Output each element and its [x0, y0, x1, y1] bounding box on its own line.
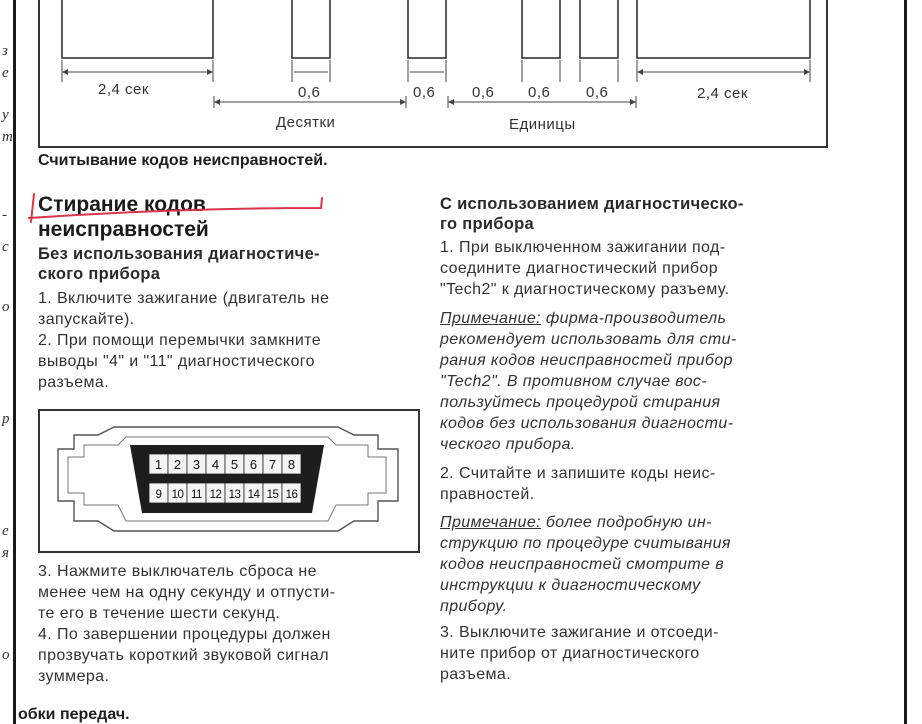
- margin-fragment: у: [2, 107, 9, 123]
- margin-fragment: е: [2, 523, 9, 539]
- connector-pin-label: 3: [192, 457, 201, 472]
- margin-fragment: р: [2, 411, 10, 427]
- timing-units-label: Единицы: [509, 116, 576, 133]
- timing-tens-label: Десятки: [276, 114, 336, 131]
- timing-short-label: 0,6: [528, 84, 551, 101]
- right-step-3: 3. Выключите зажигание и отсоеди- ните прибор от диагностического разъема.: [440, 624, 719, 683]
- timing-short-label: 0,6: [586, 84, 609, 101]
- connector-pin-label: 15: [266, 489, 279, 501]
- connector-pin-label: 2: [173, 457, 182, 472]
- margin-fragment: о: [2, 647, 10, 663]
- diagram-caption: Считывание кодов неисправностей.: [38, 152, 328, 169]
- timing-long-left-label: 2,4 сек: [98, 81, 149, 98]
- left-subheading: Без использования диагностиче- ского прибора: [38, 245, 320, 283]
- margin-fragment: о: [2, 299, 10, 315]
- connector-pin-label: 5: [230, 457, 239, 472]
- timing-long-right-label: 2,4 сек: [697, 85, 748, 102]
- connector-pin-label: 8: [287, 457, 296, 472]
- margin-fragment: -: [2, 207, 7, 223]
- connector-pin-label: 12: [209, 489, 222, 501]
- connector-pin-label: 11: [191, 489, 202, 501]
- handwritten-underline-mark: [26, 188, 336, 238]
- connector-pin-label: 10: [171, 489, 184, 501]
- right-step-2: 2. Считайте и запишите коды неис- правностей.: [440, 465, 716, 503]
- connector-pin-label: 9: [155, 489, 162, 501]
- connector-pin-label: 1: [154, 457, 163, 472]
- connector-pin-label: 6: [249, 457, 258, 472]
- margin-fragment: я: [2, 545, 9, 561]
- right-note-2: Примечание: более подробную ин- струкцию по процедуре считывания кодов неисправностей смотрите в инструкции к диагностическому прибору.: [440, 514, 731, 615]
- right-step-1: 1. При выключенном зажигании под- соедините диагностический прибор "Tech2" к диагностическому разъему.: [440, 239, 730, 298]
- left-steps-before: 1. Включите зажигание (двигатель не запускайте). 2. При помощи перемычки замкните выводы "4" и "11" диагностического разъема.: [38, 290, 330, 391]
- margin-fragment: е: [2, 65, 9, 81]
- section-heading: Стирание кодов неисправностей: [38, 193, 209, 241]
- timing-short-label: 0,6: [413, 84, 436, 101]
- margin-fragment: з: [2, 43, 8, 59]
- left-steps-after: 3. Нажмите выключатель сброса не менее чем на одну секунду и отпусти- те его в течение шести секунд. 4. По завершении процедуры должен прозвучать короткий звуковой сигнал зуммера.: [38, 563, 336, 685]
- connector-pin-label: 4: [211, 457, 220, 472]
- margin-fragment: с: [2, 239, 9, 255]
- right-subheading: С использованием диагностическо- го прибора: [440, 195, 744, 233]
- connector-pin-label: 16: [285, 489, 298, 501]
- connector-pin-label: 14: [247, 489, 260, 501]
- timing-short-label: 0,6: [298, 84, 321, 101]
- margin-fragment: т: [2, 129, 13, 145]
- cut-off-footer-text: обки передач.: [18, 706, 130, 723]
- note-label: Примечание:: [440, 310, 541, 327]
- timing-short-label: 0,6: [472, 84, 495, 101]
- timing-diagram: [0, 0, 922, 150]
- connector-pin-label: 7: [268, 457, 277, 472]
- connector-pin-label: 13: [228, 489, 241, 501]
- diagnostic-connector-diagram: [38, 409, 420, 553]
- note-label: Примечание:: [440, 514, 541, 531]
- right-note-1: Примечание: фирма-производитель рекомендует использовать для сти- рания кодов неисправностей прибор "Tech2". В противном случае вос- пользуйтесь процедурой стирания кодов без использования диагности- ческого прибора.: [440, 310, 737, 453]
